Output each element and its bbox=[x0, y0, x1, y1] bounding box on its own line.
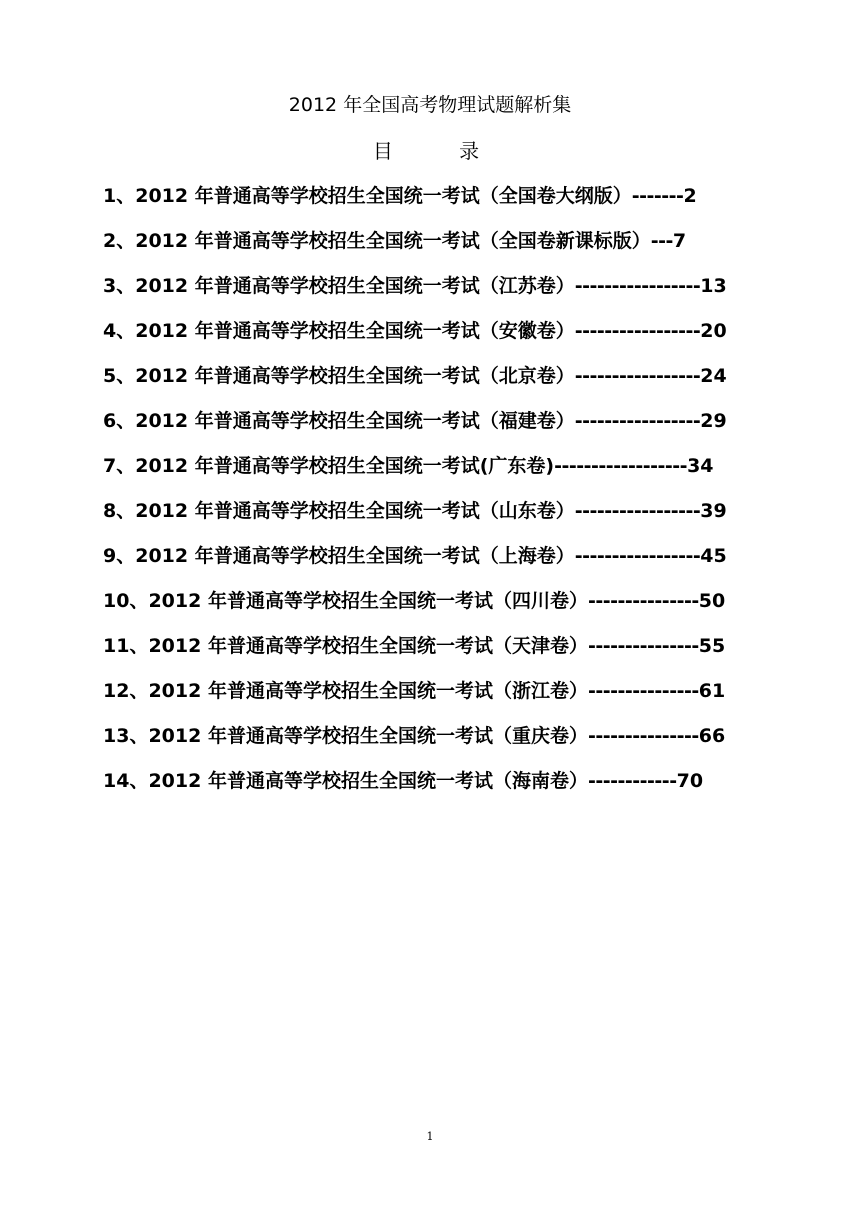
toc-entry-index: 10、 bbox=[103, 590, 149, 612]
toc-entry-page: 20 bbox=[700, 320, 727, 342]
toc-entry-page: 24 bbox=[700, 365, 727, 387]
toc-entry-leader: ------- bbox=[631, 185, 684, 207]
document-title: 2012 年全国高考物理试题解析集 bbox=[288, 94, 572, 116]
toc-entry-index: 6、 bbox=[103, 410, 136, 432]
toc-entry-title: 2012 年普通高等学校招生全国统一考试（全国卷新课标版） bbox=[135, 230, 651, 252]
toc-entry-title: 2012 年普通高等学校招生全国统一考试（江苏卷） bbox=[135, 275, 575, 297]
toc-entry-index: 5、 bbox=[103, 365, 136, 387]
toc-entry-12[interactable] bbox=[103, 675, 783, 720]
toc-entry-page: 66 bbox=[698, 725, 726, 747]
toc-entry-index: 14、 bbox=[103, 770, 149, 792]
toc-entry-title: 2012 年普通高等学校招生全国统一考试（天津卷） bbox=[148, 635, 588, 657]
toc-entry-title: 2012 年普通高等学校招生全国统一考试（上海卷） bbox=[135, 545, 575, 567]
toc-entry-title: 2012 年普通高等学校招生全国统一考试（全国卷大纲版） bbox=[135, 185, 632, 207]
toc-entry-leader: --------------- bbox=[587, 635, 699, 657]
toc-entry-leader: --- bbox=[650, 230, 673, 252]
toc-entry-index: 4、 bbox=[103, 320, 136, 342]
toc-entry-title: 2012 年普通高等学校招生全国统一考试（北京卷） bbox=[135, 365, 575, 387]
toc-entry-index: 1、 bbox=[103, 185, 136, 207]
toc-entry-leader: ----------------- bbox=[574, 410, 701, 432]
toc-entry-title: 2012 年普通高等学校招生全国统一考试（浙江卷） bbox=[148, 680, 588, 702]
toc-entry-11[interactable] bbox=[103, 630, 783, 675]
toc-entry-page: 29 bbox=[700, 410, 727, 432]
toc-entry-4[interactable] bbox=[103, 315, 783, 360]
toc-entry-index: 9、 bbox=[103, 545, 136, 567]
toc-entry-leader: ------------------ bbox=[554, 455, 688, 477]
toc-entry-index: 11、 bbox=[103, 635, 149, 657]
toc-entry-title: 2012 年普通高等学校招生全国统一考试（山东卷） bbox=[135, 500, 575, 522]
page-number: 1 bbox=[426, 1130, 434, 1143]
toc-entry-leader: ------------ bbox=[587, 770, 677, 792]
toc-entry-13[interactable] bbox=[103, 720, 783, 765]
toc-entry-leader: ----------------- bbox=[574, 365, 701, 387]
toc-entry-title: 2012 年普通高等学校招生全国统一考试(广东卷) bbox=[135, 455, 555, 477]
toc-entry-page: 2 bbox=[683, 185, 697, 207]
toc-entry-index: 8、 bbox=[103, 500, 136, 522]
toc-entry-page: 39 bbox=[700, 500, 727, 522]
toc-entry-index: 13、 bbox=[103, 725, 149, 747]
toc-entry-3[interactable] bbox=[103, 270, 783, 315]
toc-entry-title: 2012 年普通高等学校招生全国统一考试（重庆卷） bbox=[148, 725, 588, 747]
toc-entry-index: 2、 bbox=[103, 230, 136, 252]
toc-entry-page: 55 bbox=[698, 635, 726, 657]
toc-entry-7[interactable] bbox=[103, 450, 783, 495]
toc-entry-title: 2012 年普通高等学校招生全国统一考试（安徽卷） bbox=[135, 320, 575, 342]
toc-entry-14[interactable] bbox=[103, 765, 783, 810]
toc-entry-index: 3、 bbox=[103, 275, 136, 297]
toc-entry-2[interactable] bbox=[103, 225, 783, 270]
toc-entry-8[interactable] bbox=[103, 495, 783, 540]
toc-entry-6[interactable] bbox=[103, 405, 783, 450]
toc-entry-page: 50 bbox=[698, 590, 726, 612]
toc-entry-page: 7 bbox=[672, 230, 687, 252]
toc-entry-1[interactable] bbox=[103, 180, 783, 225]
toc-entry-page: 61 bbox=[698, 680, 726, 702]
toc-entry-leader: ----------------- bbox=[574, 275, 701, 297]
toc-entry-leader: ----------------- bbox=[574, 320, 701, 342]
toc-entry-title: 2012 年普通高等学校招生全国统一考试（四川卷） bbox=[148, 590, 588, 612]
toc-entry-index: 7、 bbox=[103, 455, 136, 477]
toc-entry-leader: --------------- bbox=[587, 680, 699, 702]
toc-entry-leader: ----------------- bbox=[574, 500, 701, 522]
toc-entry-page: 70 bbox=[676, 770, 704, 792]
toc-entry-page: 13 bbox=[700, 275, 727, 297]
toc-entry-leader: --------------- bbox=[587, 590, 699, 612]
toc-entry-5[interactable] bbox=[103, 360, 783, 405]
toc-entry-leader: ----------------- bbox=[574, 545, 701, 567]
toc-entry-leader: --------------- bbox=[587, 725, 699, 747]
toc-heading: 目 录 bbox=[372, 139, 510, 163]
toc-entry-10[interactable] bbox=[103, 585, 783, 630]
toc-entry-page: 34 bbox=[687, 455, 714, 477]
toc-entry-title: 2012 年普通高等学校招生全国统一考试（海南卷） bbox=[148, 770, 588, 792]
toc-entry-9[interactable] bbox=[103, 540, 783, 585]
toc-entry-index: 12、 bbox=[103, 680, 149, 702]
toc-entry-title: 2012 年普通高等学校招生全国统一考试（福建卷） bbox=[135, 410, 575, 432]
toc-entry-page: 45 bbox=[700, 545, 727, 567]
table-of-contents bbox=[103, 180, 783, 810]
